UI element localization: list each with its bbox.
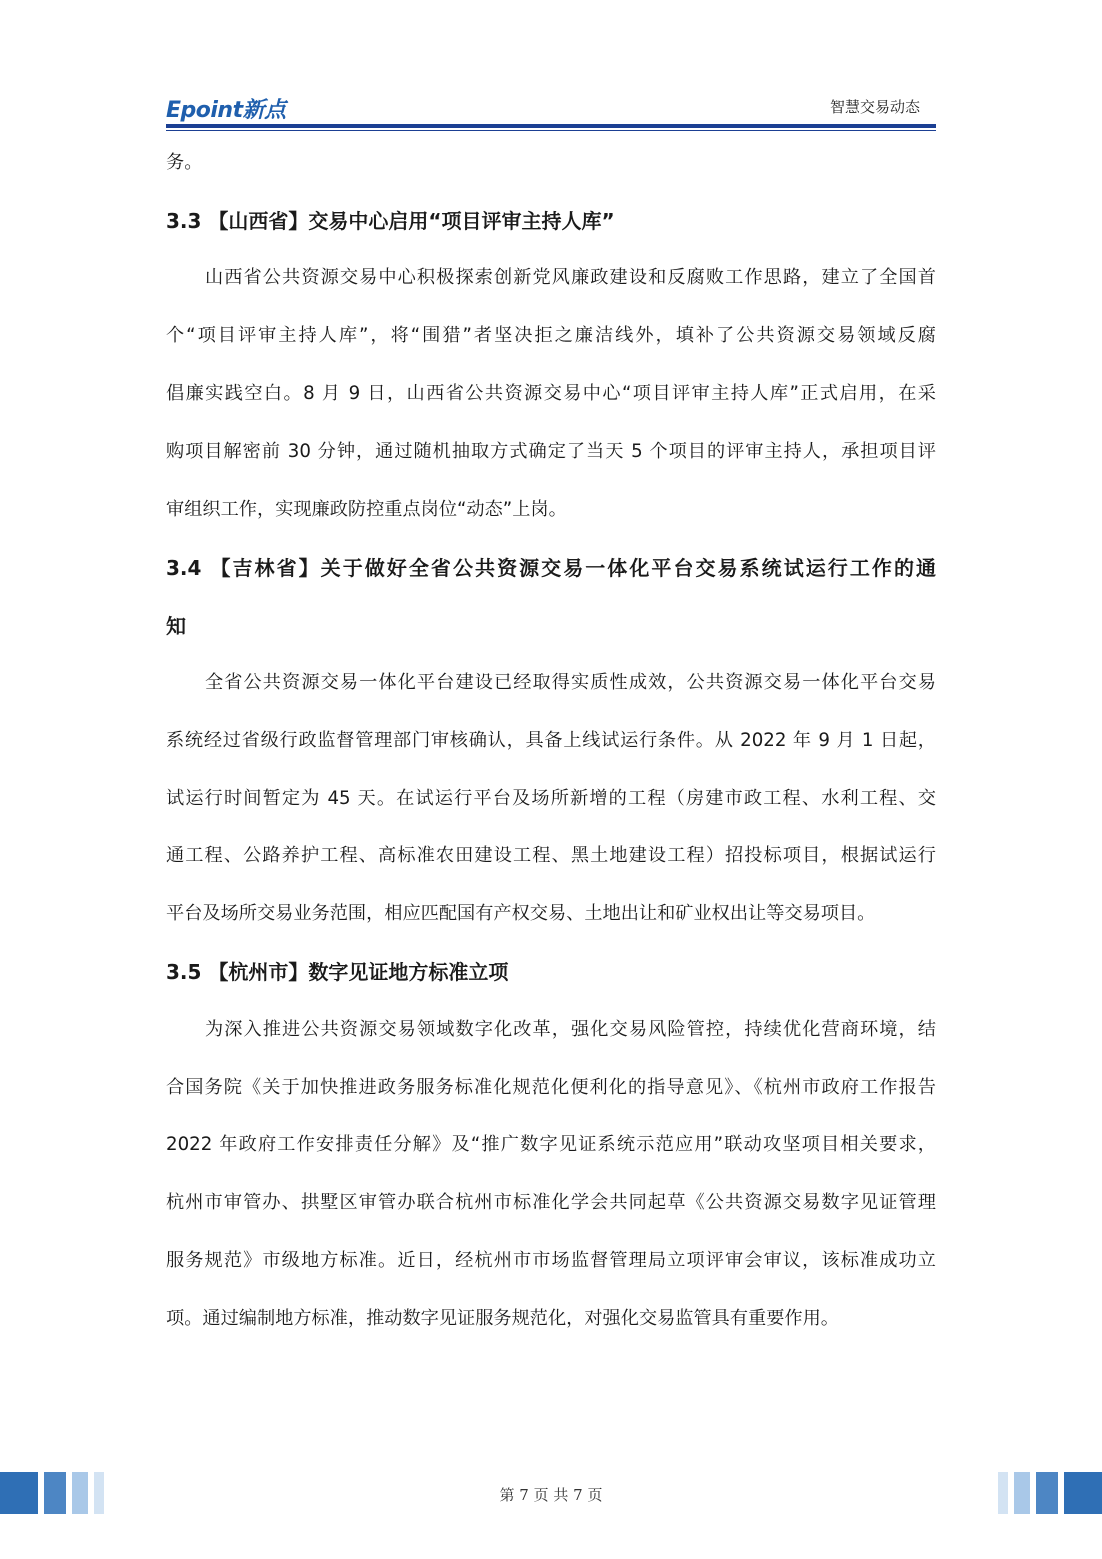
page-number: 第 7 页 共 7 页 <box>499 1486 603 1504</box>
header-title: 智慧交易动态 <box>829 98 920 116</box>
footer-bar-right <box>1014 1472 1030 1514</box>
header-rule-thin <box>166 130 936 131</box>
paragraph-line: 系统经过省级行政监督管理部门审核确认，具备上线试运行条件。从 2022 年 9 月 1 日起， <box>166 730 936 751</box>
footer-bar-right <box>1064 1472 1102 1514</box>
paragraph-line: 合国务院《关于加快推进政务服务标准化规范化便利化的指导意见》、《杭州市政府工作报告 <box>166 1077 936 1098</box>
paragraph-line: 服务规范》市级地方标准。近日，经杭州市市场监督管理局立项评审会审议，该标准成功立 <box>166 1250 936 1271</box>
paragraph-line: 审组织工作，实现廉政防控重点岗位“动态”上岗。 <box>166 499 567 520</box>
paragraph-line: 购项目解密前 30 分钟，通过随机抽取方式确定了当天 5 个项目的评审主持人，承担项目评 <box>166 441 936 462</box>
company-logo: Epoint新点 <box>166 98 286 123</box>
body-line-continued: 务。 <box>166 152 203 173</box>
paragraph-line: 试运行时间暂定为 45 天。在试运行平台及场所新增的工程（房建市政工程、水利工程、交 <box>166 788 936 809</box>
section-heading-3-4: 3.4 【吉林省】关于做好全省公共资源交易一体化平台交易系统试运行工作的通 <box>166 556 936 580</box>
section-heading-3-5: 3.5 【杭州市】数字见证地方标准立项 <box>166 960 509 984</box>
paragraph-line: 为深入推进公共资源交易领域数字化改革，强化交易风险管控，持续优化营商环境，结 <box>205 1019 936 1040</box>
footer-bar-right <box>998 1472 1008 1514</box>
paragraph-line: 通工程、公路养护工程、高标准农田建设工程、黑土地建设工程）招投标项目，根据试运行 <box>166 845 936 866</box>
paragraph-line: 杭州市审管办、拱墅区审管办联合杭州市标准化学会共同起草《公共资源交易数字见证管理 <box>166 1192 936 1213</box>
paragraph-line: 山西省公共资源交易中心积极探索创新党风廉政建设和反腐败工作思路，建立了全国首 <box>205 267 936 288</box>
paragraph-line: 全省公共资源交易一体化平台建设已经取得实质性成效，公共资源交易一体化平台交易 <box>205 672 936 693</box>
paragraph-line: 2022 年政府工作安排责任分解》及“推广数字见证系统示范应用”联动攻坚项目相关要求， <box>166 1134 936 1155</box>
section-heading-3-4-cont: 知 <box>166 614 186 638</box>
paragraph-line: 平台及场所交易业务范围，相应匹配国有产权交易、土地出让和矿业权出让等交易项目。 <box>166 903 876 924</box>
section-heading-3-3: 3.3 【山西省】交易中心启用“项目评审主持人库” <box>166 209 615 233</box>
paragraph-line: 个“项目评审主持人库”，将“围猎”者坚决拒之廉洁线外，填补了公共资源交易领域反腐 <box>166 325 936 346</box>
paragraph-line: 倡廉实践空白。8 月 9 日，山西省公共资源交易中心“项目评审主持人库”正式启用，在采 <box>166 383 936 404</box>
header-rule <box>166 124 936 128</box>
paragraph-line: 项。通过编制地方标准，推动数字见证服务规范化，对强化交易监管具有重要作用。 <box>166 1308 839 1329</box>
footer-bar-right <box>1036 1472 1058 1514</box>
